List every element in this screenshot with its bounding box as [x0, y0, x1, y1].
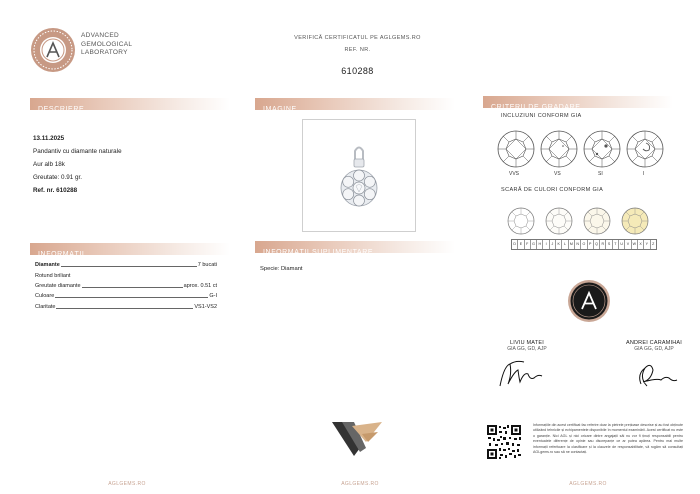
- footer-link-center[interactable]: AGLGEMS.RO: [341, 481, 379, 487]
- color-scale-cell: W: [631, 240, 637, 249]
- color-scale-cell: J: [549, 240, 555, 249]
- description-date: 13.11.2025: [33, 135, 65, 142]
- section-informatii-supl: [255, 241, 455, 256]
- color-scale-cell: S: [605, 240, 611, 249]
- description-metal: Aur alb 18k: [33, 161, 65, 168]
- lab-name-line-3: LABORATORY: [81, 49, 128, 56]
- description-block: [33, 132, 122, 197]
- ref-label: REF. NR.: [344, 47, 371, 53]
- color-scale-cell: G: [530, 240, 536, 249]
- color-scale-cell: L: [561, 240, 567, 249]
- ref-number: 610288: [341, 66, 374, 76]
- section-imagine: [255, 98, 455, 113]
- color-swatches: [507, 206, 667, 236]
- color-swatch-diamond: [584, 208, 610, 234]
- info-row-diamante: [35, 262, 217, 268]
- color-scale-cell: M: [568, 240, 574, 249]
- color-scale-cell: K: [555, 240, 561, 249]
- color-scale-cell: P: [587, 240, 593, 249]
- footer-link-left[interactable]: AGLGEMS.RO: [108, 481, 146, 487]
- lab-name-line-1: ADVANCED: [81, 32, 120, 39]
- color-scale-cell: O: [580, 240, 586, 249]
- lab-name-line-2: GEMOLOGICAL: [81, 40, 133, 48]
- info-value: aprox. 0.51 ct: [183, 283, 217, 289]
- lab-name: [81, 32, 132, 58]
- signature-block-2: [617, 340, 691, 397]
- color-scale-cell: D: [513, 242, 516, 246]
- pendant-image: [303, 120, 415, 231]
- signature-credentials: GIA GG, GD, AJP: [634, 346, 674, 352]
- product-image-frame: [302, 119, 416, 232]
- color-scale-cell: R: [599, 240, 605, 249]
- color-scale-cell: X: [637, 240, 643, 249]
- verify-text: VERIFICĂ CERTIFICATUL PE AGLGEMS.RO: [294, 35, 421, 41]
- color-scale-cell: H: [536, 240, 542, 249]
- color-scale-cell: F: [524, 240, 530, 249]
- supplementary-text: Specie: Diamant: [260, 266, 303, 272]
- section-descriere: [30, 98, 230, 113]
- info-label: Greutate diamante: [35, 283, 81, 289]
- color-scale-cell: U: [618, 240, 624, 249]
- color-swatch-diamond: [546, 208, 572, 234]
- inclusion-diagrams: [497, 130, 679, 184]
- info-value: VS1-VS2: [194, 304, 217, 310]
- description-ref: Ref. nr. 610288: [33, 187, 78, 194]
- color-scale-strip: [511, 239, 657, 250]
- section-informatii-label: INFORMAȚII: [38, 251, 85, 258]
- inclusion-diagram-vs: [541, 131, 577, 167]
- color-scale-title: SCARĂ DE CULORI CONFORM GIA: [501, 187, 604, 193]
- inclusion-diagram-vvs: [498, 131, 534, 167]
- description-weight: Greutate: 0.91 gr.: [33, 174, 83, 181]
- section-criterii: [483, 96, 673, 111]
- info-label: Claritate: [35, 304, 56, 310]
- color-swatch-diamond: [508, 208, 534, 234]
- handwritten-signature: [490, 356, 564, 392]
- grade-label-vs: VS: [554, 171, 561, 177]
- info-row-shape: [35, 273, 217, 279]
- color-swatch-diamond: [622, 208, 648, 234]
- inclusion-diagram-i: [627, 131, 663, 167]
- info-label: Culoare: [35, 293, 55, 299]
- section-criterii-label: CRITERII DE GRADARE: [491, 104, 581, 111]
- signature-credentials: GIA GG, GD, AJP: [507, 346, 547, 352]
- description-item: Pandantiv cu diamante naturale: [33, 148, 122, 155]
- grade-label-si: SI: [598, 171, 603, 177]
- section-descriere-label: DESCRIERE: [38, 106, 85, 113]
- signature-name: ANDREI CARAMIHAI: [625, 340, 683, 346]
- handwritten-signature: [617, 356, 691, 392]
- color-scale-cell: Y: [643, 240, 649, 249]
- info-table: [35, 262, 217, 322]
- qr-code: [486, 424, 522, 460]
- disclaimer-text: Informațiile din acest certificat fac referire doar la pietrele prețioase descrise și au fost obținute utilizând tehnicile și echipamentele disponibile în momentul examinării. Acest certificat nu este o garanție. Nici AGL și nici oricare dintre angajații săi nu vor fi ținuți responsabili pentru eventualele diferențe de opinie sau discrepanțe ce ar putea apărea. Pentru mai multe informații referitoare la clasificare și la clauzele de responsabilitate, vă rugăm să consultați AGLgems.ro sau să ne contactați.: [533, 423, 683, 455]
- info-row-greutate: [35, 283, 217, 289]
- color-scale-cell: Q: [593, 240, 599, 249]
- brand-logo: [332, 418, 384, 458]
- info-row-claritate: [35, 304, 217, 310]
- info-value: G-I: [209, 293, 217, 299]
- lab-logo: [30, 27, 76, 73]
- inclusions-title: INCLUZIUNI CONFORM GIA: [501, 113, 582, 119]
- lab-seal: [567, 279, 611, 323]
- section-informatii: [30, 243, 230, 258]
- color-scale-cell: I: [542, 240, 548, 249]
- color-scale-cell: N: [574, 240, 580, 249]
- footer-link-right[interactable]: AGLGEMS.RO: [569, 481, 607, 487]
- info-label: Diamante: [35, 262, 60, 268]
- color-scale-cell: V: [624, 240, 630, 249]
- color-scale-cell: Z: [650, 240, 656, 249]
- color-scale-cell: E: [517, 240, 523, 249]
- section-imagine-label: IMAGINE: [263, 106, 297, 113]
- color-scale-cell: T: [612, 240, 618, 249]
- info-row-culoare: [35, 293, 217, 299]
- info-value: 7 bucati: [197, 262, 217, 268]
- signature-block-1: [490, 340, 564, 397]
- grade-label-i: I: [643, 171, 645, 177]
- section-informatii-supl-label: INFORMAȚII SUPLIMENTARE: [263, 249, 374, 256]
- signature-name: LIVIU MATEI: [510, 340, 544, 346]
- grade-label-vvs: VVS: [509, 171, 520, 177]
- info-label: Rotund briliant: [35, 273, 71, 279]
- inclusion-diagram-si: [584, 131, 620, 167]
